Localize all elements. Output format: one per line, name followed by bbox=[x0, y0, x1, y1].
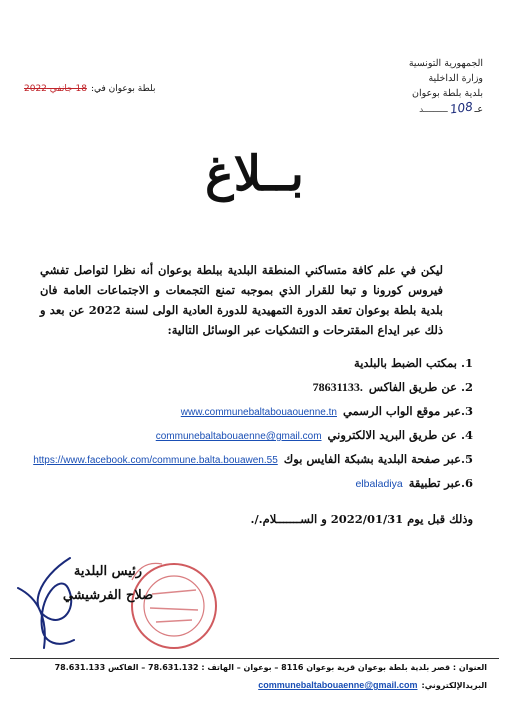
app-name: elbaladiya bbox=[355, 478, 403, 490]
letterhead bbox=[333, 56, 483, 117]
reference-suffix: ـــــد bbox=[418, 105, 448, 114]
list-item bbox=[33, 476, 473, 500]
footer-email-label: البريدالإلكتروني: bbox=[421, 681, 487, 690]
reference-prefix: عـ bbox=[474, 104, 483, 115]
list-item bbox=[33, 380, 473, 404]
channel-list bbox=[33, 356, 473, 500]
list-item-text: 4. عن طريق البريد الالكتروني bbox=[327, 428, 473, 442]
reference-number bbox=[333, 101, 483, 117]
place-date-label: بلطة بوعوان في: bbox=[90, 84, 156, 94]
list-item bbox=[33, 356, 473, 380]
facebook-link[interactable]: https://www.facebook.com/commune.balta.bouawen.55 bbox=[33, 455, 278, 466]
list-item bbox=[33, 404, 473, 428]
announcement-paragraph: ليكن في علم كافة متساكني المنطقة البلدية ببلطة بوعوان أنه نظرا لتواصل تفشي فيروس كورونا و تبعا للقرار الذي بموجبه تمنع التجمعات و الاجتماعات العامة فان بلدية بلطة بوعوان تعقد الدورة التمهيدية للدورة العادية الولى لسنة 2022 عن بعد و ذلك عبر ايداع المقترحات و التشكيات عبر الوسائل التالية: bbox=[40, 263, 444, 337]
letterhead-line-municipality: بلدية بلطة بوعوان bbox=[412, 88, 483, 99]
list-item bbox=[33, 452, 473, 476]
signatory-name: صلاح الفرشيشي bbox=[62, 588, 154, 603]
list-item bbox=[33, 428, 473, 452]
signatory-role: رئيس البلدية bbox=[73, 564, 143, 579]
date-stamp: 18 جانفي 2022 bbox=[24, 84, 87, 94]
place-date bbox=[24, 84, 156, 94]
signature-block bbox=[48, 560, 168, 608]
footer-divider bbox=[10, 658, 499, 659]
reference-handwritten-number: 108 bbox=[448, 99, 474, 117]
list-item-text: 1. بمكتب الضبط بالبلدية bbox=[354, 356, 473, 370]
list-item-text: 2. عن طريق الفاكس bbox=[368, 380, 473, 394]
letterhead-line-republic: الجمهورية التونسية bbox=[408, 58, 483, 69]
list-item-text: 3.عبر موقع الواب الرسمي bbox=[342, 404, 473, 418]
fax-number: 78631133. bbox=[312, 380, 363, 394]
footer-email-link[interactable]: communebaltabouaenne@gmail.com bbox=[258, 680, 418, 690]
closing-line: وذلك قبل يوم 2022/01/31 و الســـــــلام./. bbox=[250, 512, 473, 526]
letterhead-line-ministry: وزارة الداخلية bbox=[428, 73, 483, 84]
list-item-text: 6.عبر تطبيقة bbox=[408, 476, 473, 490]
page-title: بــلاغ bbox=[205, 146, 304, 202]
footer-address: العنوان : قصر بلدية بلطة بوعوان قرية بوعوان 8116 – بوعوان – الهاتف : 78.631.132 – الفاكس 78.631.133 bbox=[54, 663, 487, 672]
email-link[interactable]: communebaltabouaenne@gmail.com bbox=[155, 431, 322, 442]
list-item-text: 5.عبر صفحة البلدية بشبكة الفايس بوك bbox=[283, 452, 473, 466]
footer-email bbox=[258, 680, 487, 690]
website-link[interactable]: www.communebaltabouaouenne.tn bbox=[180, 407, 337, 418]
announcement-body bbox=[40, 260, 443, 340]
